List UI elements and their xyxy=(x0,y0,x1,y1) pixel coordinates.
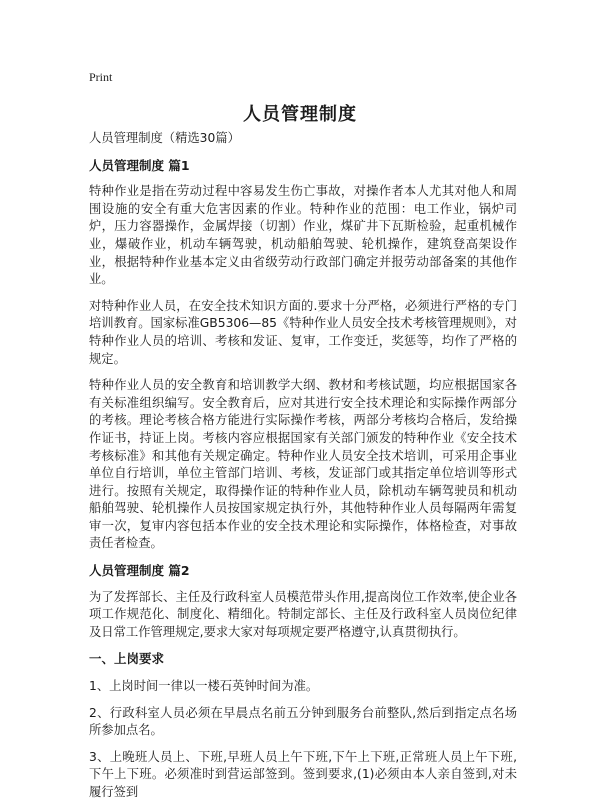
list-item: 3、上晚班人员上、下班,早班人员上午下班,下午上下班,正常班人员上午下班,下午上下班。必须准时到营运部签到。签到要求,(1)必须由本人亲自签到,对未履行签到 xyxy=(89,749,517,799)
page-title: 人员管理制度 xyxy=(243,104,357,125)
subsection-heading: 一、上岗要求 xyxy=(89,651,165,667)
section-heading-2: 人员管理制度 篇2 xyxy=(89,563,190,579)
section-heading-1: 人员管理制度 篇1 xyxy=(89,157,190,173)
section-1-paragraph-2: 对特种作业人员，在安全技术知识方面的.要求十分严格，必须进行严格的专门培训教育。国家标准GB5306—85《特种作业人员安全技术考核管理规则》，对特种作业人员的培训、考核和发证、复审，工作变迁，奖惩等，均作了严格的规定。 xyxy=(89,298,517,366)
section-1-paragraph-1: 特种作业是指在劳动过程中容易发生伤亡事故，对操作者本人尤其对他人和周围设施的安全有重大危害因素的作业。特种作业的范围：电工作业，锅炉司炉，压力容器操作，金属焊接（切割）作业，煤矿井下瓦斯检验，起重机械作业，爆破作业，机动车辆驾驶，机动船舶驾驶、轮机操作，建筑登高架设作业，根据特种作业基本定义由省级劳动行政部门确定并报劳动部备案的其他作业。 xyxy=(89,184,517,287)
section-2-paragraph-1: 为了发挥部长、主任及行政科室人员模范带头作用,提高岗位工作效率,使企业各项工作规范化、制度化、精细化。特制定部长、主任及行政科室人员岗位纪律及日常工作管理规定,要求大家对每项规定要严格遵守,认真贯彻执行。 xyxy=(89,589,517,639)
list-item: 2、行政科室人员必须在早晨点名前五分钟到服务台前整队,然后到指定点名场所参加点名。 xyxy=(89,705,517,738)
list-item: 1、上岗时间一律以一楼石英钟时间为准。 xyxy=(89,679,319,694)
document-subtitle: 人员管理制度（精选30篇） xyxy=(89,131,240,145)
print-label[interactable]: Print xyxy=(89,70,113,84)
document-body xyxy=(89,130,517,811)
section-1-paragraph-3: 特种作业人员的安全教育和培训教学大纲、教材和考核试题，均应根据国家各有关标准组织编写。安全教育后，应对其进行安全技术理论和实际操作两部分的考核。理论考核合格方能进行实际操作考核，两部分考核均合格后，发给操作证书，持证上岗。考核内容应根据国家有关部门颁发的特种作业《安全技术考核标准》和其他有关规定确定。特种作业人员安全技术培训，可采用企事业单位自行培训，单位主管部门培训、考核，发证部门或其指定单位培训等形式进行。按照有关规定，取得操作证的特种作业人员，除机动车辆驾驶员和机动船舶驾驶、轮机操作人员按国家规定执行外，其他特种作业人员每隔两年需复审一次，复审内容包括本作业的安全技术理论和实际操作，体格检查，对事故责任者检查。 xyxy=(89,378,517,551)
